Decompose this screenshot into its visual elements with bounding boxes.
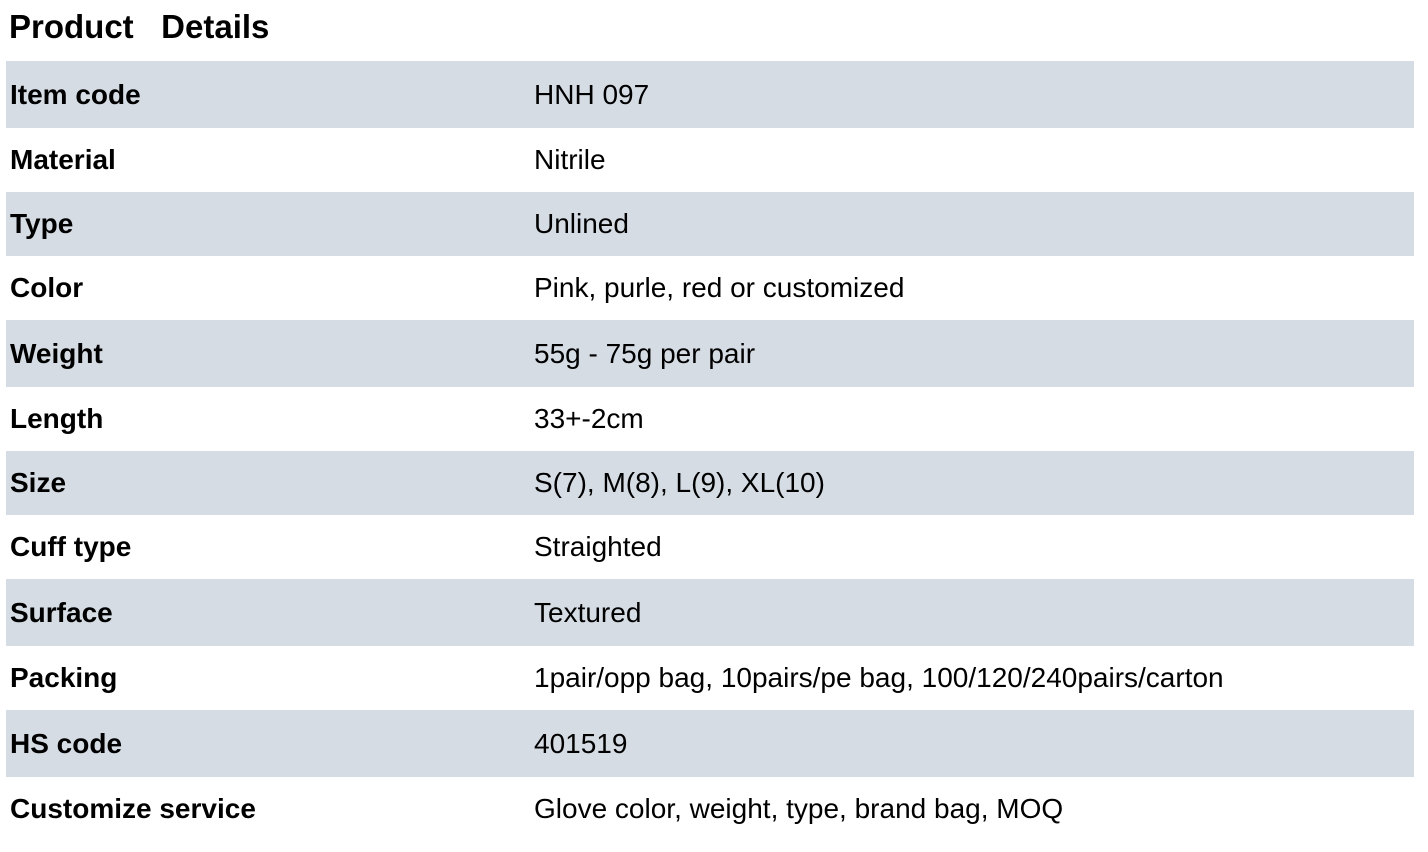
row-value: 33+-2cm xyxy=(534,403,644,434)
row-value: Unlined xyxy=(534,208,629,239)
table-row-hs-code xyxy=(6,710,1414,777)
row-label: Customize service xyxy=(10,793,256,824)
table-row-material xyxy=(6,128,1414,192)
row-value: Glove color, weight, type, brand bag, MOQ xyxy=(534,793,1064,824)
row-value: HNH 097 xyxy=(534,78,650,110)
row-value: Straighted xyxy=(534,531,662,562)
row-value: 55g - 75g per pair xyxy=(534,337,756,369)
row-value: S(7), M(8), L(9), XL(10) xyxy=(534,467,825,498)
table-row-size xyxy=(6,451,1414,515)
table-row-packing xyxy=(6,646,1414,710)
row-label: Weight xyxy=(10,337,103,369)
table-row-weight xyxy=(6,320,1414,387)
row-value: 401519 xyxy=(534,727,628,759)
row-value: 1pair/opp bag, 10pairs/pe bag, 100/120/240pairs/carton xyxy=(534,662,1224,693)
row-label: Item code xyxy=(10,78,141,110)
row-label: Length xyxy=(10,403,104,434)
row-label: Size xyxy=(10,467,67,498)
table-row-length xyxy=(6,387,1414,451)
page-title: Product Details xyxy=(9,8,270,45)
table-row-surface xyxy=(6,579,1414,646)
row-value: Pink, purle, red or customized xyxy=(534,272,905,303)
row-label: Color xyxy=(10,272,84,303)
table-row-customize-service xyxy=(6,777,1414,841)
row-label: Surface xyxy=(10,596,113,628)
row-label: Material xyxy=(10,144,116,175)
table-row-color xyxy=(6,256,1414,320)
row-value: Nitrile xyxy=(534,144,606,175)
table-row-type xyxy=(6,192,1414,256)
table-row-cuff-type xyxy=(6,515,1414,579)
table-row-item-code xyxy=(6,61,1414,128)
row-value: Textured xyxy=(534,596,642,628)
row-label: Cuff type xyxy=(10,531,132,562)
row-label: Type xyxy=(10,208,74,239)
row-label: Packing xyxy=(10,662,118,693)
product-details-table xyxy=(6,61,1414,841)
row-label: HS code xyxy=(10,727,123,759)
